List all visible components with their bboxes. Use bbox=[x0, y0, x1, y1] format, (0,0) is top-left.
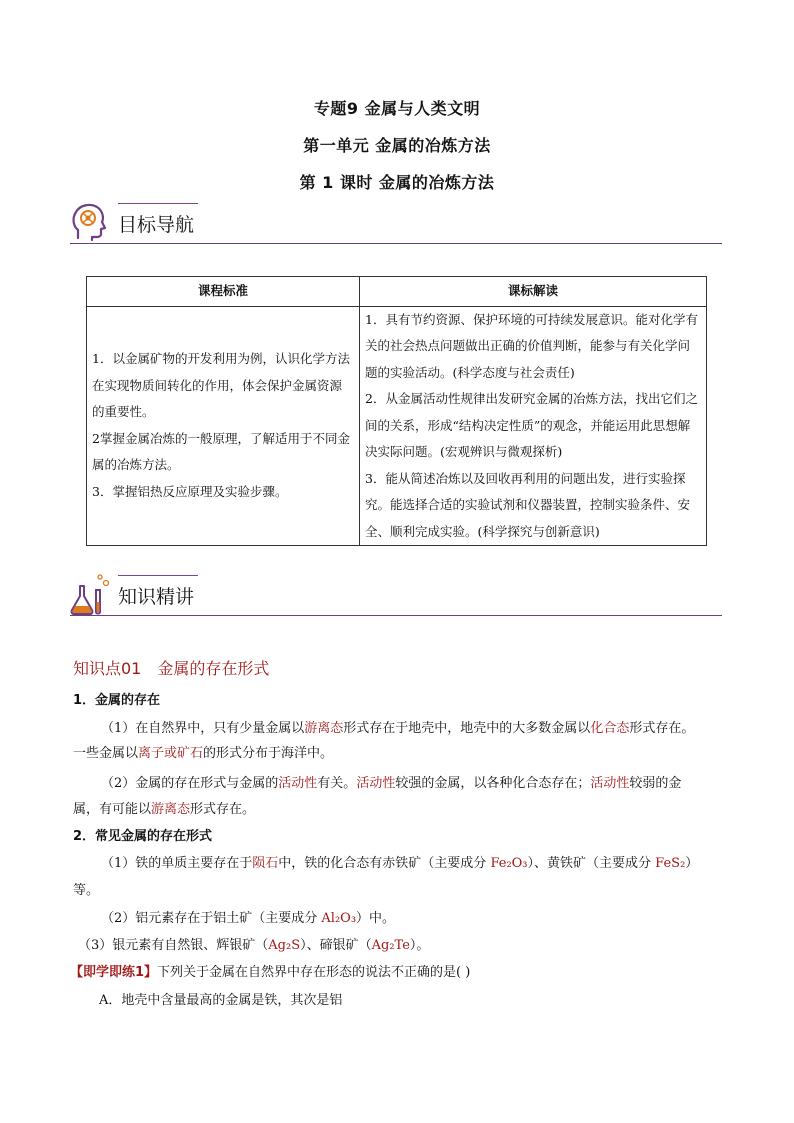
interpretation-item: 1．具有节约资源、保护环境的可持续发展意识。能对化学有关的社会热点问题做出正确的价值判断，能参与有关化学问题的实验活动。(科学态度与社会责任) bbox=[365, 311, 698, 380]
section-goal-header bbox=[70, 200, 722, 244]
interpretation-item: 3．能从简述冶炼以及回收再利用的问题出发，进行实验探究。能选择合适的实验试剂和仪器装置，控制实验条件、安全、顺利完成实验。(科学探究与创新意识) bbox=[365, 470, 691, 539]
standard-item: 3．掌握铝热反应原理及实验步骤。 bbox=[92, 483, 288, 499]
section-goal-label: 目标导航 bbox=[118, 214, 195, 236]
knowledge-point-title bbox=[73, 656, 285, 679]
paragraph: （1）在自然界中，只有少量金属以游离态形式存在于地壳中，地壳中的大多数金属以化合态形式存在。 bbox=[101, 721, 695, 736]
table-cell-standard bbox=[87, 306, 360, 546]
paragraph: （3）银元素有自然银、辉银矿（Ag₂S）、碲银矿（Ag₂Te）。 bbox=[78, 938, 430, 953]
paragraph: （2）金属的存在形式与金属的活动性有关。活动性较强的金属，以各种化合态存在；活动性较弱的金 bbox=[101, 776, 682, 791]
standards-table bbox=[86, 276, 707, 546]
paragraph: （2）铝元素存在于铝土矿（主要成分 Al₂O₃）中。 bbox=[101, 911, 396, 926]
practice-question-text: 下列关于金属在自然界中存在形态的说法不正确的是( ) bbox=[157, 965, 471, 980]
standard-item: 1．以金属矿物的开发利用为例，认识化学方法在实现物质间转化的作用，体会保护金属资源的重要性。 bbox=[92, 351, 350, 420]
practice-tag: 【即学即练1】 bbox=[70, 965, 158, 980]
title-lesson: 第 1 课时 金属的冶炼方法 bbox=[299, 173, 495, 192]
section-knowledge-label: 知识精讲 bbox=[118, 586, 195, 608]
heading-common-metals: 2．常见金属的存在形式 bbox=[73, 829, 213, 844]
paragraph: 一些金属以离子或矿石的形式分布于海洋中。 bbox=[73, 746, 334, 761]
table-cell-interpretation bbox=[360, 306, 707, 546]
paragraph: 等。 bbox=[73, 883, 100, 898]
practice-question bbox=[70, 962, 730, 984]
paragraph: 属，有可能以游离态形式存在。 bbox=[73, 802, 256, 817]
brain-head-icon bbox=[70, 200, 110, 242]
practice-option-a: A．地壳中含量最高的金属是铁，其次是铝 bbox=[99, 993, 343, 1008]
standard-item: 2掌握金属冶炼的一般原理，了解适用于不同金属的冶炼方法。 bbox=[92, 430, 350, 473]
heading-metal-existence: 1．金属的存在 bbox=[73, 693, 161, 708]
flask-icon bbox=[70, 572, 112, 616]
title-unit: 第一单元 金属的冶炼方法 bbox=[303, 136, 491, 155]
interpretation-item: 2．从金属活动性规律出发研究金属的冶炼方法，找出它们之间的关系，形成“结构决定性质”的观念，并能运用此思想解决实际问题。(宏观辨识与微观探析) bbox=[365, 391, 698, 459]
paragraph: （1）铁的单质主要存在于陨石中，铁的化合态有赤铁矿（主要成分 Fe₂O₃）、黄铁矿（主要成分 FeS₂） bbox=[101, 856, 699, 871]
knowledge-point-name: 金属的存在形式 bbox=[157, 659, 270, 678]
section-knowledge-header bbox=[70, 572, 722, 616]
title-topic: 专题9 金属与人类文明 bbox=[313, 99, 481, 118]
table-header-interpretation: 课标解读 bbox=[360, 277, 707, 307]
knowledge-point-number: 知识点01 bbox=[73, 659, 142, 678]
table-header-standard: 课程标准 bbox=[87, 277, 360, 307]
